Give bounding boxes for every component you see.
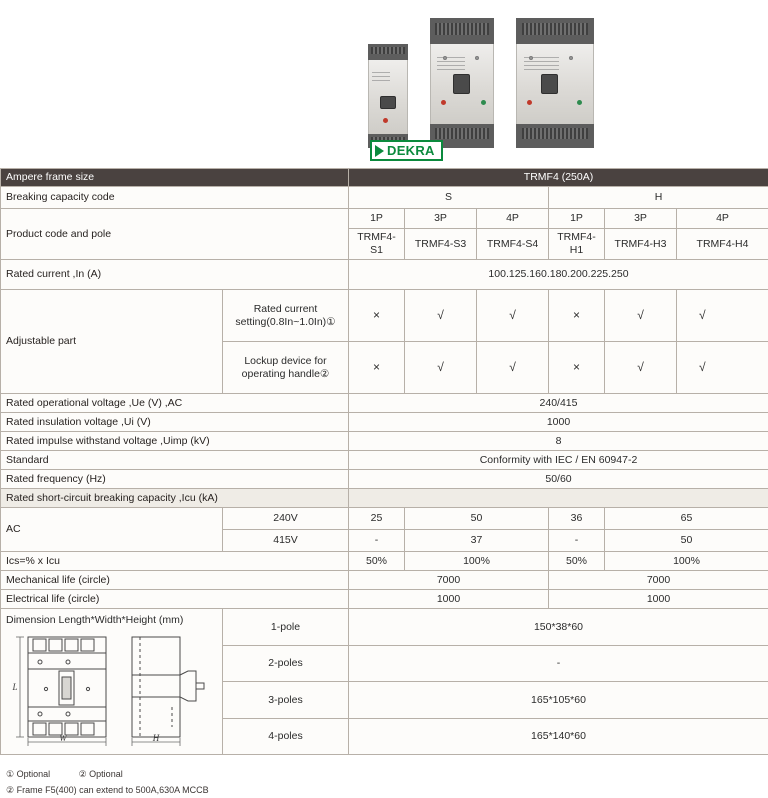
footnotes	[0, 755, 768, 798]
ics-label: Ics=% x Icu	[1, 552, 349, 571]
breaker-top-cap	[430, 18, 494, 44]
product-photos	[368, 18, 594, 148]
dimension-technical-drawing	[6, 629, 217, 749]
rated-operational-voltage-label: Rated operational voltage ,Ue (V) ,AC	[1, 394, 349, 413]
specification-table	[0, 168, 768, 755]
table-row-rated-insulation-voltage	[1, 413, 768, 432]
mccb-4-pole-photo	[516, 18, 594, 148]
breaker-screw	[443, 56, 447, 60]
mechanical-life-label: Mechanical life (circle)	[1, 571, 349, 590]
rated-frequency-label: Rated frequency (Hz)	[1, 470, 349, 489]
icu-240v-s-1p: 25	[349, 508, 405, 530]
table-row-rated-operational-voltage	[1, 394, 768, 413]
table-row-electrical-life	[1, 590, 768, 609]
breaker-handle	[453, 74, 470, 94]
rated-frequency-value: 50/60	[349, 470, 768, 489]
breaker-screw	[529, 56, 533, 60]
adjustable-lockup-h3p: √	[605, 342, 677, 394]
table-row-short-circuit-header	[1, 489, 768, 508]
standard-label: Standard	[1, 451, 349, 470]
product-code-s1: TRMF4-S1	[349, 229, 405, 260]
short-circuit-header-blank	[349, 489, 768, 508]
breaker-body	[430, 44, 494, 124]
product-image-strip	[0, 0, 768, 168]
breaker-label-plate	[437, 57, 466, 71]
ac-label: AC	[1, 508, 223, 552]
dimension-poles-3: 3-poles	[223, 682, 349, 719]
dimension-poles-2: 2-poles	[223, 645, 349, 682]
dimension-poles-1: 1-pole	[223, 609, 349, 646]
ac-voltage-415v: 415V	[223, 530, 349, 552]
adjustable-setting-s3p: √	[405, 290, 477, 342]
ics-s-34p: 100%	[405, 552, 549, 571]
product-code-s3: TRMF4-S3	[405, 229, 477, 260]
standard-value: Conformity with IEC / EN 60947-2	[349, 451, 768, 470]
table-row-ac-240v	[1, 508, 768, 530]
breaking-capacity-code-h: H	[549, 187, 768, 209]
table-row-mechanical-life	[1, 571, 768, 590]
adjustable-lockup-s3p: √	[405, 342, 477, 394]
table-row-rated-frequency	[1, 470, 768, 489]
breaker-body	[368, 60, 408, 134]
footnote-3: ② Frame F5(400) can extend to 500A,630A MCCB	[6, 785, 209, 795]
electrical-life-label: Electrical life (circle)	[1, 590, 349, 609]
electrical-life-h: 1000	[549, 590, 768, 609]
product-code-s4: TRMF4-S4	[477, 229, 549, 260]
table-row-standard	[1, 451, 768, 470]
adjustable-lockup-device-label: Lockup device for operating handle②	[223, 342, 349, 394]
adjustable-setting-s4p: √	[477, 290, 549, 342]
breaker-indicator-red	[383, 118, 388, 123]
breaker-indicator-red	[527, 100, 532, 105]
breaker-handle	[380, 96, 396, 109]
breaker-body	[516, 44, 594, 124]
adjustable-lockup-h4p: √	[677, 342, 768, 394]
icu-415v-h-34p: 50	[605, 530, 768, 552]
ics-h-1p: 50%	[549, 552, 605, 571]
ampere-frame-size-label: Ampere frame size	[1, 169, 349, 187]
breaker-indicator-green	[577, 100, 582, 105]
product-code-h3: TRMF4-H3	[605, 229, 677, 260]
table-row-rated-current	[1, 260, 768, 290]
dimension-height-label: H	[152, 733, 160, 743]
footnote-1: ① Optional	[6, 769, 50, 779]
adjustable-setting-h1p: ×	[549, 290, 605, 342]
dekra-triangle-icon	[375, 145, 384, 157]
ics-s-1p: 50%	[349, 552, 405, 571]
table-row-breaking-capacity-code	[1, 187, 768, 209]
breaker-bottom-cap	[516, 124, 594, 148]
dimension-width-label: W	[59, 733, 68, 743]
pole-s-1p: 1P	[349, 209, 405, 229]
mccb-3-pole-photo	[430, 18, 494, 148]
adjustable-rated-current-setting-label: Rated current setting(0.8In~1.0In)①	[223, 290, 349, 342]
product-code-h4: TRMF4-H4	[677, 229, 768, 260]
dimension-value-3: 165*105*60	[349, 682, 768, 719]
dekra-certification-badge	[370, 140, 443, 161]
table-row-poles	[1, 209, 768, 229]
product-code-h1: TRMF4-H1	[549, 229, 605, 260]
dimension-value-1: 150*38*60	[349, 609, 768, 646]
mccb-1-pole-photo	[368, 44, 408, 148]
icu-240v-h-1p: 36	[549, 508, 605, 530]
electrical-life-s: 1000	[349, 590, 549, 609]
ics-h-34p: 100%	[605, 552, 768, 571]
table-row-ics	[1, 552, 768, 571]
breaker-indicator-green	[481, 100, 486, 105]
adjustable-setting-h4p: √	[677, 290, 768, 342]
icu-240v-h-34p: 65	[605, 508, 768, 530]
breaker-indicator-red	[441, 100, 446, 105]
breaking-capacity-code-label: Breaking capacity code	[1, 187, 349, 209]
mechanical-life-h: 7000	[549, 571, 768, 590]
icu-415v-s-34p: 37	[405, 530, 549, 552]
pole-s-4p: 4P	[477, 209, 549, 229]
dimension-length-label: L	[11, 682, 17, 692]
icu-415v-h-1p: -	[549, 530, 605, 552]
rated-impulse-withstand-voltage-label: Rated impulse withstand voltage ,Uimp (kV)	[1, 432, 349, 451]
breaker-top-cap	[368, 44, 408, 60]
footnote-row-1	[6, 767, 768, 782]
dimension-drawing-cell	[1, 609, 223, 755]
rated-insulation-voltage-value: 1000	[349, 413, 768, 432]
table-row-rated-impulse-withstand-voltage	[1, 432, 768, 451]
breaker-top-cap	[516, 18, 594, 44]
icu-240v-s-34p: 50	[405, 508, 549, 530]
breaker-label-plate	[372, 72, 389, 85]
dimension-value-4: 165*140*60	[349, 718, 768, 755]
rated-operational-voltage-value: 240/415	[349, 394, 768, 413]
rated-insulation-voltage-label: Rated insulation voltage ,Ui (V)	[1, 413, 349, 432]
table-row-dimension-1-pole	[1, 609, 768, 646]
icu-415v-s-1p: -	[349, 530, 405, 552]
breaker-screw	[475, 56, 479, 60]
adjustable-lockup-h1p: ×	[549, 342, 605, 394]
ac-voltage-240v: 240V	[223, 508, 349, 530]
dimension-poles-4: 4-poles	[223, 718, 349, 755]
adjustable-part-label: Adjustable part	[1, 290, 223, 394]
pole-h-4p: 4P	[677, 209, 768, 229]
footnote-row-2	[6, 783, 768, 798]
dekra-label: DEKRA	[387, 143, 435, 158]
table-row-ampere-frame-size	[1, 169, 768, 187]
pole-s-3p: 3P	[405, 209, 477, 229]
dimension-value-2: -	[349, 645, 768, 682]
breaker-screw	[569, 56, 573, 60]
table-row-adjustable-rated-current-setting	[1, 290, 768, 342]
ampere-frame-size-value: TRMF4 (250A)	[349, 169, 768, 187]
rated-current-value: 100.125.160.180.200.225.250	[349, 260, 768, 290]
dimension-label: Dimension Length*Width*Height (mm)	[6, 614, 217, 627]
short-circuit-label: Rated short-circuit breaking capacity ,Icu (kA)	[1, 489, 349, 508]
rated-current-label: Rated current ,In (A)	[1, 260, 349, 290]
adjustable-setting-s1p: ×	[349, 290, 405, 342]
footnote-2: ② Optional	[79, 769, 123, 779]
pole-h-1p: 1P	[549, 209, 605, 229]
adjustable-lockup-s4p: √	[477, 342, 549, 394]
breaker-handle	[541, 74, 558, 94]
adjustable-lockup-s1p: ×	[349, 342, 405, 394]
pole-h-3p: 3P	[605, 209, 677, 229]
mechanical-life-s: 7000	[349, 571, 549, 590]
product-code-and-pole-label: Product code and pole	[1, 209, 349, 260]
breaking-capacity-code-s: S	[349, 187, 549, 209]
adjustable-setting-h3p: √	[605, 290, 677, 342]
rated-impulse-withstand-voltage-value: 8	[349, 432, 768, 451]
mccb-outline-drawing-svg	[6, 629, 216, 747]
